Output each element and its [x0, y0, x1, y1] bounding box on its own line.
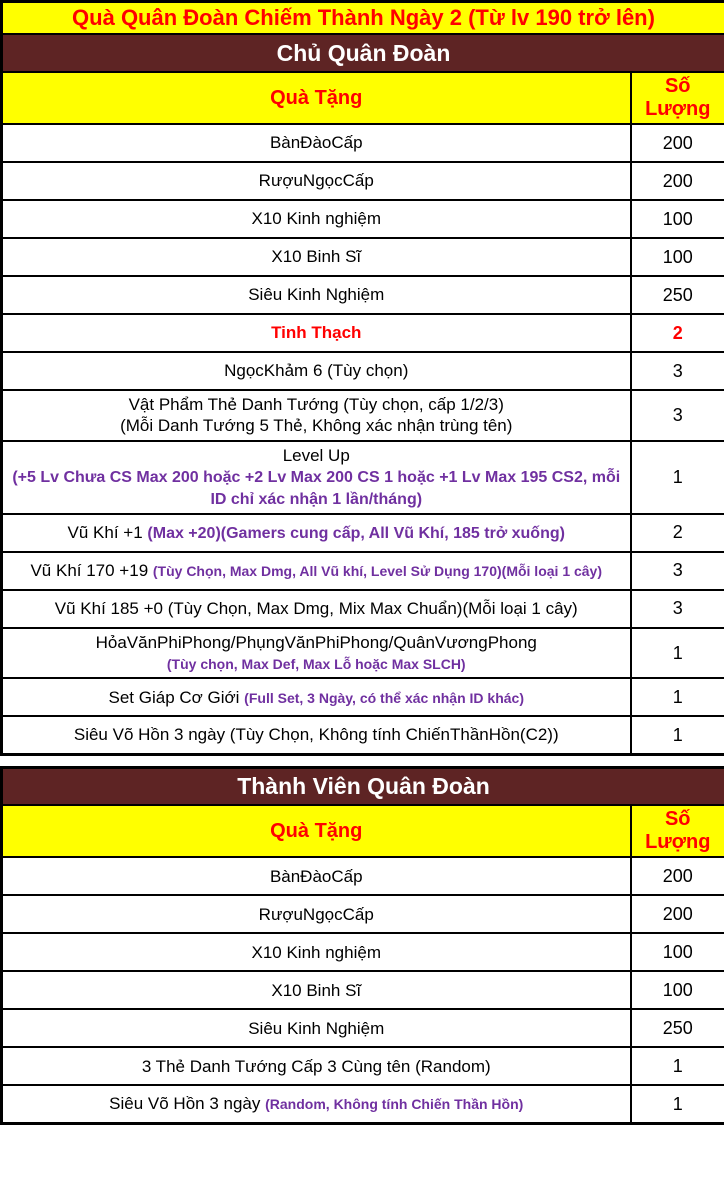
gift-line	[11, 394, 622, 415]
gift-line	[11, 1018, 622, 1039]
section-header-member: Thành Viên Quân Đoàn	[2, 767, 724, 805]
quantity-cell: 3	[631, 590, 724, 628]
gift-cell	[2, 628, 631, 679]
column-header-quantity: Số Lượng	[631, 805, 724, 857]
gift-text-segment: X10 Kinh nghiệm	[251, 209, 381, 229]
gift-text-segment: Tinh Thạch	[271, 323, 362, 343]
gift-text-segment: X10 Binh Sĩ	[271, 247, 362, 267]
table-row	[2, 390, 724, 441]
gift-text-segment: 3 Thẻ Danh Tướng Cấp 3 Cùng tên (Random)	[141, 1056, 491, 1076]
table-row	[2, 678, 724, 716]
quantity-cell: 1	[631, 678, 724, 716]
quantity-cell: 2	[631, 314, 724, 352]
gift-cell	[2, 514, 631, 552]
gift-cell	[2, 1009, 631, 1047]
quantity-cell: 100	[631, 933, 724, 971]
quantity-cell: 100	[631, 971, 724, 1009]
quantity-cell: 200	[631, 857, 724, 895]
gift-line	[11, 866, 622, 887]
quantity-cell: 100	[631, 200, 724, 238]
gift-line	[11, 724, 622, 745]
gift-line	[11, 687, 622, 708]
gift-text-segment: Siêu Võ Hồn 3 ngày	[109, 1094, 266, 1114]
table-row	[2, 590, 724, 628]
title-row	[2, 2, 724, 35]
gift-text-segment: (+5 Lv Chưa CS Max 200 hoặc +2 Lv Max 200 CS 1 hoặc +1 Lv Max 195 CS2, mỗi ID chỉ xác nhận 1 lần/tháng)	[12, 468, 621, 508]
gift-text-segment: Siêu Kinh Nghiệm	[248, 1018, 385, 1038]
table-row	[2, 238, 724, 276]
column-header-gift: Quà Tặng	[2, 72, 631, 124]
gift-line	[11, 246, 622, 267]
member-reward-table	[0, 766, 724, 1125]
gift-cell	[2, 352, 631, 390]
quantity-cell: 1	[631, 1085, 724, 1123]
gift-line	[11, 445, 622, 466]
quantity-cell: 1	[631, 1047, 724, 1085]
table-row	[2, 352, 724, 390]
gift-cell	[2, 200, 631, 238]
gift-text-segment: Vũ Khí 170 +19	[30, 561, 153, 581]
gift-text-segment: Vật Phẩm Thẻ Danh Tướng (Tùy chọn, cấp 1/2/3)	[128, 395, 504, 414]
gift-cell	[2, 276, 631, 314]
quantity-cell: 250	[631, 276, 724, 314]
gift-text-segment: Vũ Khí 185 +0 (Tùy Chọn, Max Dmg, Mix Max Chuẩn)(Mỗi loại 1 cây)	[54, 599, 578, 619]
table-row	[2, 314, 724, 352]
gift-cell	[2, 162, 631, 200]
quantity-cell: 100	[631, 238, 724, 276]
table-row	[2, 124, 724, 162]
gift-text-segment: (Mỗi Danh Tướng 5 Thẻ, Không xác nhận trùng tên)	[120, 416, 513, 436]
table-row	[2, 514, 724, 552]
table-row	[2, 628, 724, 679]
gift-cell	[2, 895, 631, 933]
column-header-row	[2, 805, 724, 857]
gift-cell	[2, 390, 631, 441]
gift-text-segment: HỏaVănPhiPhong/PhụngVănPhiPhong/QuânVươngPhong	[95, 632, 537, 652]
quantity-cell: 250	[631, 1009, 724, 1047]
page-title: Quà Quân Đoàn Chiếm Thành Ngày 2 (Từ lv 190 trở lên)	[2, 2, 724, 35]
table-row	[2, 1009, 724, 1047]
gift-text-segment: (Full Set, 3 Ngày, có thể xác nhận ID khác)	[244, 689, 524, 706]
gift-text-segment: RượuNgọcCấp	[258, 171, 374, 191]
gift-line	[11, 522, 622, 544]
gift-cell	[2, 314, 631, 352]
gift-text-segment: (Tùy Chọn, Max Dmg, All Vũ khí, Level Sử Dụng 170)(Mỗi loại 1 cây)	[152, 563, 603, 580]
gift-cell	[2, 441, 631, 514]
quantity-cell: 2	[631, 514, 724, 552]
gift-line	[11, 170, 622, 191]
table-row	[2, 933, 724, 971]
gift-line	[11, 415, 622, 436]
table-row	[2, 162, 724, 200]
table-row	[2, 971, 724, 1009]
quantity-cell: 200	[631, 124, 724, 162]
column-header-quantity: Số Lượng	[631, 72, 724, 124]
table-row	[2, 716, 724, 754]
gift-line	[11, 208, 622, 229]
gift-cell	[2, 716, 631, 754]
gift-text-segment: RượuNgọcCấp	[258, 904, 374, 924]
section-gap	[0, 756, 724, 766]
gift-text-segment: X10 Binh Sĩ	[271, 980, 362, 1000]
gift-line	[11, 132, 622, 153]
gift-cell	[2, 590, 631, 628]
gift-line	[11, 560, 622, 581]
table-row	[2, 200, 724, 238]
table-row	[2, 552, 724, 590]
gift-cell	[2, 678, 631, 716]
quantity-cell: 1	[631, 716, 724, 754]
gift-text-segment: NgọcKhảm 6 (Tùy chọn)	[224, 361, 409, 381]
gift-text-segment: (Tùy chọn, Max Def, Max Lỗ hoặc Max SLCH)	[166, 656, 466, 672]
gift-line	[11, 632, 622, 653]
gift-text-segment: Siêu Kinh Nghiệm	[248, 285, 385, 305]
gift-cell	[2, 552, 631, 590]
quantity-cell: 3	[631, 390, 724, 441]
section-header-row	[2, 34, 724, 72]
section-header-row	[2, 767, 724, 805]
table-row	[2, 1085, 724, 1123]
gift-cell	[2, 933, 631, 971]
gift-text-segment: BànĐàoCấp	[269, 133, 363, 153]
member-rows	[2, 857, 724, 1123]
table-row	[2, 276, 724, 314]
table-row	[2, 1047, 724, 1085]
gift-text-segment: Set Giáp Cơ Giới	[108, 687, 245, 707]
column-header-gift: Quà Tặng	[2, 805, 631, 857]
column-header-row	[2, 72, 724, 124]
quantity-cell: 200	[631, 162, 724, 200]
gift-line	[11, 942, 622, 963]
gift-cell	[2, 1047, 631, 1085]
quantity-cell: 3	[631, 552, 724, 590]
gift-line	[11, 598, 622, 619]
gift-text-segment: (Max +20)(Gamers cung cấp, All Vũ Khí, 185 trở xuống)	[147, 524, 565, 542]
gift-cell	[2, 124, 631, 162]
gift-text-segment: Vũ Khí +1	[67, 522, 148, 542]
table-row	[2, 857, 724, 895]
gift-line	[11, 1056, 622, 1077]
gift-text-segment: Level Up	[282, 445, 350, 465]
gift-text-segment: (Random, Không tính Chiến Thần Hồn)	[265, 1096, 524, 1113]
gift-line	[11, 1093, 622, 1114]
gift-line	[11, 904, 622, 925]
gift-text-segment: BànĐàoCấp	[269, 866, 363, 886]
gift-line	[11, 322, 622, 343]
gift-cell	[2, 1085, 631, 1123]
gift-text-segment: Siêu Võ Hồn 3 ngày (Tùy Chọn, Không tính ChiếnThầnHồn(C2))	[73, 725, 559, 745]
gift-text-segment: X10 Kinh nghiệm	[251, 942, 381, 962]
section-header-leader: Chủ Quân Đoàn	[2, 34, 724, 72]
gift-cell	[2, 857, 631, 895]
gift-line	[11, 980, 622, 1001]
quantity-cell: 3	[631, 352, 724, 390]
gift-cell	[2, 238, 631, 276]
gift-line	[11, 284, 622, 305]
quantity-cell: 200	[631, 895, 724, 933]
leader-rows	[2, 124, 724, 754]
gift-cell	[2, 971, 631, 1009]
gift-line	[11, 466, 622, 510]
gift-line	[11, 653, 622, 674]
quantity-cell: 1	[631, 628, 724, 679]
quantity-cell: 1	[631, 441, 724, 514]
gift-line	[11, 360, 622, 381]
table-row	[2, 895, 724, 933]
table-row	[2, 441, 724, 514]
